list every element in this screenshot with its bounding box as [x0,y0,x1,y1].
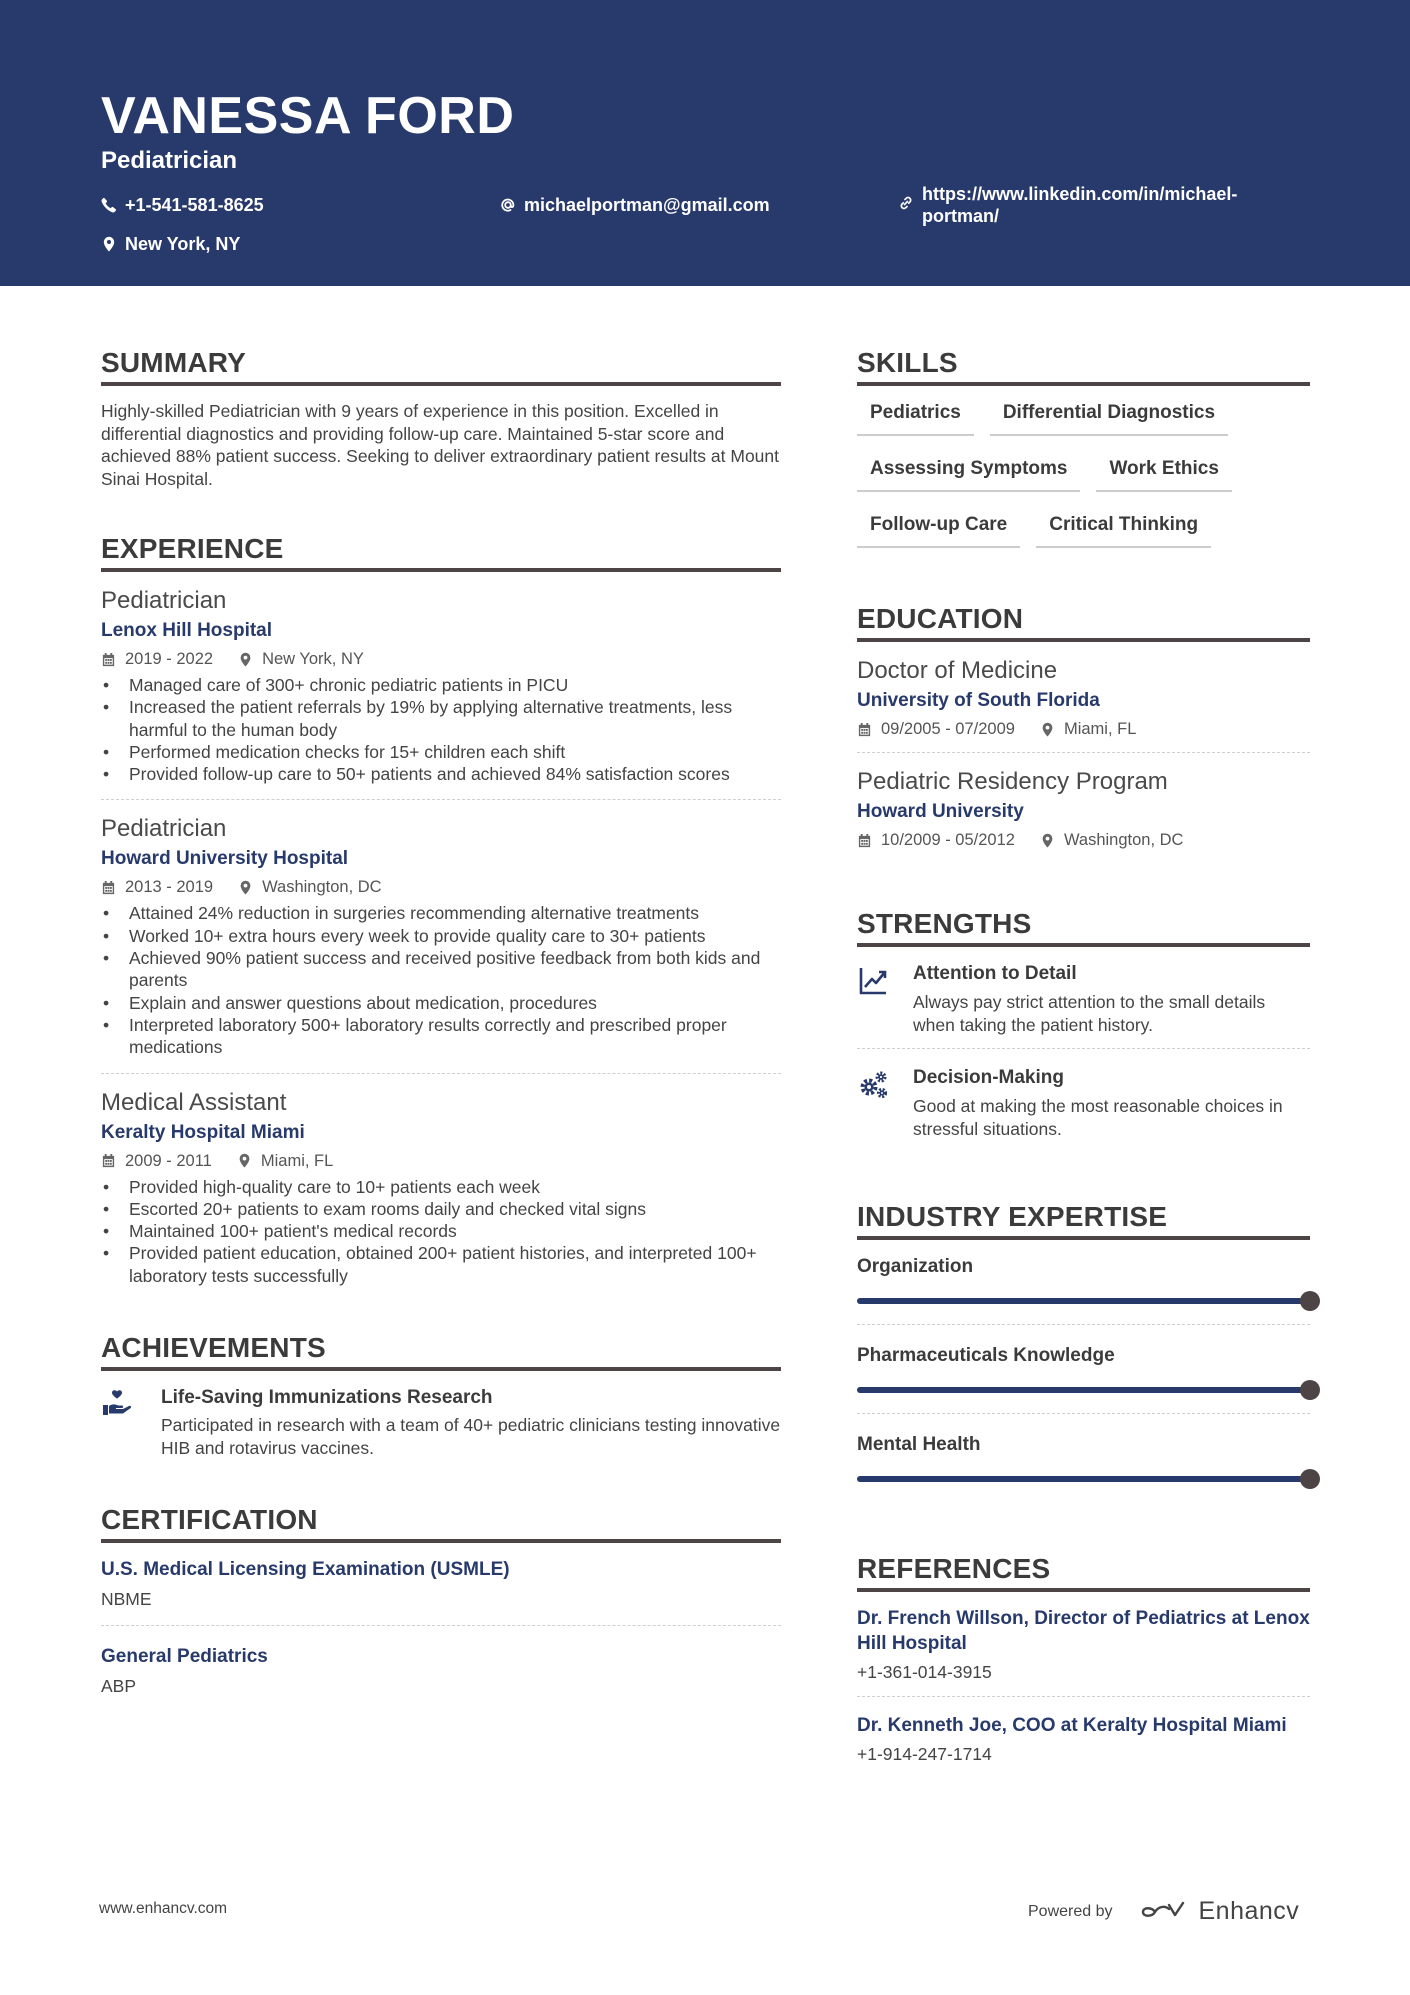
job-meta [101,1150,781,1172]
certification-issuer: ABP [101,1676,137,1697]
references-section [857,1552,1310,1778]
reference-name: Dr. Kenneth Joe, COO at Keralty Hospital Miami [857,1715,1287,1736]
job-location: Miami, FL [260,1151,334,1170]
experience-entry [101,586,781,800]
education-dates: 10/2009 - 05/2012 [881,831,1015,849]
job-bullet: • Managed care of 300+ chronic pediatric patients in PICU [101,674,781,696]
gears-icon [857,1069,889,1101]
job-bullet: • Interpreted laboratory 500+ laboratory results correctly and prescribed proper medications [101,1014,781,1059]
certification-title: U.S. Medical Licensing Examination (USMLE) [101,1559,510,1581]
calendar-icon [101,1153,116,1168]
skills-list [857,400,1310,568]
phone-text: +1-541-581-8625 [125,195,264,215]
left-column [101,346,781,1754]
candidate-title: Pediatrician [101,147,238,174]
job-bullet: • Worked 10+ extra hours every week to provide quality care to 30+ patients [101,925,781,947]
reference-item [857,1713,1310,1778]
education-meta [857,718,1310,740]
skill-tag: Follow-up Care [857,512,1020,548]
reference-item [857,1606,1310,1697]
job-location: New York, NY [262,650,364,668]
strengths-heading: STRENGTHS [857,907,1310,947]
link-icon [898,195,914,211]
job-bullet: • Provided patient education, obtained 200+ patient histories, and interpreted 100+ laboratory tests successfully [101,1242,781,1287]
expertise-item [857,1254,1310,1325]
calendar-icon [857,833,872,848]
expertise-label: Organization [857,1256,974,1277]
contact-linkedin[interactable] [898,183,1278,227]
references-heading: REFERENCES [857,1552,1310,1592]
achievements-heading: ACHIEVEMENTS [101,1331,781,1371]
education-school: Howard University [857,801,1024,822]
job-bullets [101,902,781,1058]
powered-by-label: Powered by [1028,1902,1113,1920]
job-bullet: • Escorted 20+ patients to exam rooms daily and checked vital signs [101,1198,781,1220]
contact-email[interactable] [500,194,770,216]
strength-desc: Always pay strict attention to the small details when taking the patient history. [913,992,1266,1035]
experience-entry [101,1088,781,1287]
certification-title: General Pediatrics [101,1646,268,1668]
job-location: Washington, DC [262,878,382,897]
experience-heading: EXPERIENCE [101,532,781,572]
expertise-section [857,1200,1310,1502]
contact-location [101,233,240,255]
strengths-section [857,907,1310,1152]
job-meta [101,876,781,898]
experience-entry [101,814,781,1073]
expertise-bar [857,1387,1310,1393]
strength-item [857,961,1310,1049]
job-role: Pediatrician [101,587,227,614]
education-location: Washington, DC [1063,831,1184,849]
education-item [857,767,1310,863]
job-bullet: • Achieved 90% patient success and received positive feedback from both kids and parents [101,947,781,992]
footer-branding [1028,1897,1299,1926]
job-bullet: • Increased the patient referrals by 19% by applying alternative treatments, less harmful to the human body [101,696,781,741]
calendar-icon [101,880,116,895]
job-bullets [101,1176,781,1287]
expertise-bar-knob [1300,1291,1320,1311]
at-icon [500,197,516,213]
job-role: Medical Assistant [101,1088,287,1116]
job-dates: 2019 - 2022 [125,650,214,668]
brand-name: Enhancv [1198,1897,1300,1925]
skill-tag: Differential Diagnostics [990,400,1228,436]
footer-website[interactable]: www.enhancv.com [99,1900,228,1917]
trend-chart-icon [857,965,889,997]
certification-issuer: NBME [101,1589,152,1610]
email-text: michaelportman@gmail.com [524,195,770,215]
linkedin-line-2: portman/ [922,206,1000,226]
expertise-item [857,1343,1310,1414]
linkedin-line-1: https://www.linkedin.com/in/michael- [922,184,1238,204]
summary-text: Highly-skilled Pediatrician with 9 years of experience in this position. Excelled in differential diagnostics and providing follow-up care. Maintained 5-star score and achieved 88% patient success. Seeking to deliver extraordinary patient results at Mount Sinai Hospital. [101,401,780,489]
candidate-name: VANESSA FORD [101,87,515,145]
certification-heading: CERTIFICATION [101,1503,781,1543]
expertise-bar-fill [857,1298,1310,1304]
location-text: New York, NY [125,234,241,254]
achievement-title: Life-Saving Immunizations Research [161,1387,493,1409]
skill-tag: Pediatrics [857,400,974,436]
expertise-bar [857,1476,1310,1482]
expertise-item [857,1432,1310,1502]
expertise-bar-knob [1300,1469,1320,1489]
education-dates: 09/2005 - 07/2009 [881,720,1015,738]
education-heading: EDUCATION [857,602,1310,642]
summary-section [101,346,781,490]
strength-title: Attention to Detail [913,963,1077,984]
certification-section [101,1503,781,1712]
resume-header [0,0,1410,286]
hand-heart-icon [101,1387,133,1419]
calendar-icon [101,652,116,667]
achievements-section [101,1331,781,1459]
skills-heading: SKILLS [857,346,1310,386]
expertise-bar-knob [1300,1380,1320,1400]
expertise-bar-fill [857,1387,1310,1393]
job-bullet: • Provided high-quality care to 10+ patients each week [101,1176,781,1198]
reference-name: Dr. French Willson, Director of Pediatrics at Lenox Hill Hospital [857,1608,1310,1654]
job-meta [101,648,781,670]
job-dates: 2013 - 2019 [125,878,214,897]
certification-item [101,1557,781,1626]
skill-tag: Work Ethics [1096,456,1231,492]
map-pin-icon [238,652,253,667]
right-column [857,346,1310,1820]
education-location: Miami, FL [1063,720,1137,738]
job-dates: 2009 - 2011 [125,1151,212,1170]
job-bullet: • Explain and answer questions about medication, procedures [101,992,781,1014]
map-pin-icon [238,880,253,895]
contact-phone[interactable] [101,194,264,216]
expertise-heading: INDUSTRY EXPERTISE [857,1200,1310,1240]
job-bullet: • Attained 24% reduction in surgeries recommending alternative treatments [101,902,781,924]
skills-section [857,346,1310,568]
job-bullets [101,674,781,785]
expertise-label: Pharmaceuticals Knowledge [857,1345,1115,1366]
linkedin-text [922,183,1237,227]
strength-item [857,1065,1310,1152]
strength-desc: Good at making the most reasonable choices in stressful situations. [913,1096,1283,1139]
map-pin-icon [101,236,117,252]
education-item [857,656,1310,753]
reference-phone: +1-914-247-1714 [857,1744,992,1764]
education-degree: Doctor of Medicine [857,657,1058,684]
education-degree: Pediatric Residency Program [857,768,1168,795]
achievement-desc: Participated in research with a team of 40+ pediatric clinicians testing innovative HIB and rotavirus vaccines. [161,1415,781,1458]
job-employer: Howard University Hospital [101,848,349,870]
expertise-bar [857,1298,1310,1304]
education-school: University of South Florida [857,690,1100,711]
certification-item [101,1644,781,1712]
expertise-bar-fill [857,1476,1310,1482]
map-pin-icon [1040,722,1055,737]
skill-tag: Critical Thinking [1036,512,1211,548]
job-bullet: • Maintained 100+ patient's medical records [101,1220,781,1242]
enhancv-logo-icon [1139,1900,1187,1924]
job-employer: Keralty Hospital Miami [101,1121,305,1143]
job-employer: Lenox Hill Hospital [101,620,273,641]
map-pin-icon [1040,833,1055,848]
job-bullet: • Performed medication checks for 15+ children each shift [101,741,781,763]
job-bullet: • Provided follow-up care to 50+ patients and achieved 84% satisfaction scores [101,763,781,785]
phone-icon [101,197,117,213]
strength-title: Decision-Making [913,1067,1064,1088]
calendar-icon [857,722,872,737]
education-section [857,602,1310,863]
summary-heading: SUMMARY [101,346,781,386]
education-meta [857,829,1310,851]
achievement-item [101,1385,781,1459]
map-pin-icon [237,1153,252,1168]
job-role: Pediatrician [101,815,227,843]
experience-section [101,532,781,1287]
expertise-label: Mental Health [857,1434,981,1455]
reference-phone: +1-361-014-3915 [857,1662,992,1682]
skill-tag: Assessing Symptoms [857,456,1080,492]
